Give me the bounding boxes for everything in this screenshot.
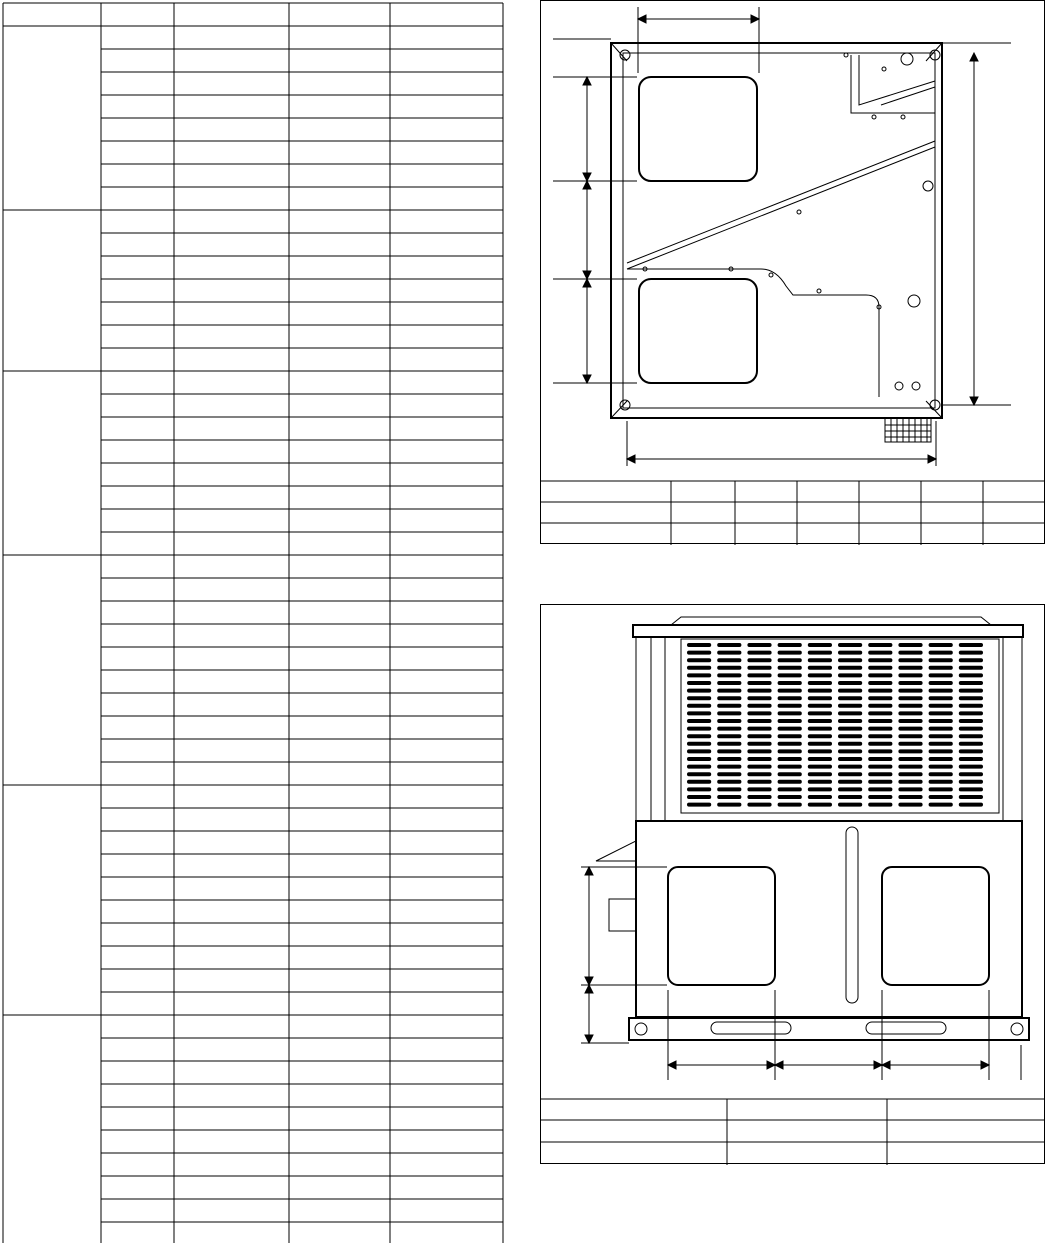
grille-slot (687, 749, 711, 753)
grille-slot (808, 689, 832, 693)
grille-slot (838, 803, 862, 807)
grille-slot (929, 742, 953, 746)
right-opening (882, 867, 989, 985)
left-opening (668, 867, 775, 985)
grille-slot (778, 711, 802, 715)
grille-slot (929, 757, 953, 761)
grille-slot (838, 742, 862, 746)
grille-slot (898, 696, 922, 700)
grille-slot (868, 734, 892, 738)
grille-slot (747, 803, 771, 807)
grille-slot (838, 757, 862, 761)
grille-slot (717, 719, 741, 723)
grille-slot (747, 681, 771, 685)
grille-slot (838, 643, 862, 647)
grille-slot (808, 795, 832, 799)
grille-slot (778, 719, 802, 723)
grille-slot (747, 727, 771, 731)
grille-slot (808, 757, 832, 761)
grille-slot (778, 681, 802, 685)
grille-slot (717, 651, 741, 655)
grille-slot (747, 787, 771, 791)
grille-slot (717, 711, 741, 715)
grille-slot (868, 666, 892, 670)
grille-slot (778, 643, 802, 647)
grille-slot (929, 673, 953, 677)
grille-slot (868, 704, 892, 708)
grille-slot (868, 673, 892, 677)
grille-slot (747, 689, 771, 693)
grille-slot (959, 651, 983, 655)
grille-slot (868, 765, 892, 769)
grille-slot (808, 742, 832, 746)
grille-slot (898, 749, 922, 753)
side-view-panel (540, 604, 1045, 1164)
grille-slot (929, 689, 953, 693)
grille-slot (929, 765, 953, 769)
grille-slot (717, 734, 741, 738)
grille-slot (929, 772, 953, 776)
grille-slot (929, 651, 953, 655)
cabinet-inner-outline (623, 53, 935, 408)
grille-slot (898, 787, 922, 791)
grille-slot (898, 643, 922, 647)
grille-slot (808, 727, 832, 731)
grille-slot (778, 704, 802, 708)
grille-slot (747, 757, 771, 761)
grille-slot (868, 757, 892, 761)
grille-slot (717, 673, 741, 677)
grille-slot (868, 696, 892, 700)
grille-slot (898, 673, 922, 677)
lower-cabinet (636, 821, 1022, 1017)
grille-slot (778, 749, 802, 753)
grille-slot (929, 666, 953, 670)
grille-slot (929, 704, 953, 708)
grille-slot (868, 772, 892, 776)
grille-slot (717, 689, 741, 693)
grille-slot (838, 795, 862, 799)
grille-slot (717, 772, 741, 776)
grille-slot (747, 666, 771, 670)
grille-slot (808, 780, 832, 784)
grille-slot (747, 749, 771, 753)
grille-slot (687, 803, 711, 807)
grille-slot (747, 704, 771, 708)
grille-slot (868, 742, 892, 746)
grille-slot (747, 658, 771, 662)
grille-slot (687, 780, 711, 784)
grille-slot (687, 795, 711, 799)
grille-slot (959, 772, 983, 776)
grille-slot (717, 696, 741, 700)
grille-slot (868, 803, 892, 807)
grille-slot (778, 742, 802, 746)
grille-slot (838, 681, 862, 685)
grille-slot (838, 704, 862, 708)
grille-slot (808, 704, 832, 708)
grille-slot (868, 780, 892, 784)
grille-slot (717, 666, 741, 670)
grille-slot (959, 658, 983, 662)
condenser-grille (681, 639, 999, 813)
grille-slot (929, 727, 953, 731)
grille-slot (687, 658, 711, 662)
grille-slot (898, 795, 922, 799)
grille-slot (868, 681, 892, 685)
grille-slot (929, 803, 953, 807)
grille-slot (838, 711, 862, 715)
grille-slot (959, 795, 983, 799)
grille-slot (778, 673, 802, 677)
grille-slots (687, 643, 983, 807)
grille-slot (808, 749, 832, 753)
grille-slot (898, 803, 922, 807)
grille-slot (838, 689, 862, 693)
grille-slot (778, 689, 802, 693)
grille-slot (838, 651, 862, 655)
grille-slot (717, 795, 741, 799)
grille-slot (868, 719, 892, 723)
grille-slot (778, 734, 802, 738)
grille-slot (687, 719, 711, 723)
grille-slot (808, 658, 832, 662)
top-view-panel (540, 0, 1045, 544)
grille-slot (687, 673, 711, 677)
grille-slot (747, 765, 771, 769)
grille-slot (838, 719, 862, 723)
grille-slot (747, 772, 771, 776)
grille-slot (687, 772, 711, 776)
grille-slot (808, 696, 832, 700)
grille-slot (959, 787, 983, 791)
grille-slot (808, 666, 832, 670)
grille-slot (747, 742, 771, 746)
grille-slot (898, 727, 922, 731)
top-view-dimension-table (541, 481, 1045, 545)
grille-slot (717, 742, 741, 746)
grille-slot (838, 749, 862, 753)
grille-slot (687, 681, 711, 685)
grille-slot (929, 734, 953, 738)
grille-slot (929, 711, 953, 715)
grille-slot (898, 772, 922, 776)
grille-slot (898, 719, 922, 723)
grille-slot (959, 666, 983, 670)
grille-slot (778, 727, 802, 731)
grille-slot (959, 749, 983, 753)
grille-slot (959, 711, 983, 715)
supply-opening (639, 77, 757, 181)
grille-slot (959, 673, 983, 677)
side-view-dimension-table (541, 1099, 1045, 1165)
grille-slot (929, 780, 953, 784)
grille-slot (808, 772, 832, 776)
grille-slot (959, 765, 983, 769)
grille-slot (929, 643, 953, 647)
grille-slot (717, 643, 741, 647)
grille-slot (898, 742, 922, 746)
grille-slot (838, 787, 862, 791)
grille-slot (808, 734, 832, 738)
grille-slot (747, 719, 771, 723)
grille-slot (868, 749, 892, 753)
grille-slot (808, 651, 832, 655)
grille-slot (778, 651, 802, 655)
grille-slot (929, 658, 953, 662)
grille-slot (747, 643, 771, 647)
grille-slot (838, 727, 862, 731)
grille-slot (687, 666, 711, 670)
grille-slot (959, 719, 983, 723)
grille-slot (868, 658, 892, 662)
grille-slot (898, 757, 922, 761)
grille-slot (687, 734, 711, 738)
grille-slot (747, 696, 771, 700)
grille-slot (778, 666, 802, 670)
base-rail (629, 1018, 1029, 1040)
grille-slot (959, 681, 983, 685)
grille-slot (717, 749, 741, 753)
grille-slot (838, 734, 862, 738)
grille-slot (959, 643, 983, 647)
grille-slot (898, 666, 922, 670)
grille-slot (959, 696, 983, 700)
grille-slot (778, 765, 802, 769)
grille-slot (808, 673, 832, 677)
grille-slot (687, 727, 711, 731)
grille-slot (868, 711, 892, 715)
grille-slot (868, 651, 892, 655)
grille-slot (778, 696, 802, 700)
top-view-drawing (541, 1, 1045, 545)
grille-slot (959, 803, 983, 807)
grille-slot (959, 704, 983, 708)
grille-slot (898, 651, 922, 655)
grille-slot (717, 727, 741, 731)
grille-slot (717, 704, 741, 708)
grille-slot (717, 757, 741, 761)
grille-slot (687, 742, 711, 746)
grille-slot (898, 681, 922, 685)
grille-slot (959, 780, 983, 784)
grille-slot (808, 711, 832, 715)
grille-slot (838, 780, 862, 784)
grille-slot (687, 696, 711, 700)
side-view-drawing (541, 605, 1045, 1165)
grille-slot (778, 780, 802, 784)
grille-slot (959, 757, 983, 761)
grille-slot (717, 658, 741, 662)
grille-slot (808, 803, 832, 807)
grille-slot (868, 795, 892, 799)
grille-slot (747, 651, 771, 655)
grille-slot (778, 757, 802, 761)
grille-slot (687, 787, 711, 791)
grille-slot (717, 681, 741, 685)
grille-slot (687, 711, 711, 715)
spec-table (0, 0, 510, 1243)
grille-slot (808, 787, 832, 791)
grille-slot (929, 795, 953, 799)
grille-slot (898, 765, 922, 769)
grille-slot (929, 696, 953, 700)
grille-slot (838, 666, 862, 670)
grille-slot (838, 772, 862, 776)
grille-slot (929, 749, 953, 753)
grille-slot (717, 780, 741, 784)
grille-slot (778, 772, 802, 776)
top-cap (633, 625, 1023, 637)
grille-slot (838, 673, 862, 677)
grille-slot (959, 689, 983, 693)
grille-slot (868, 689, 892, 693)
grille-slot (808, 719, 832, 723)
grille-slot (929, 719, 953, 723)
grille-slot (929, 681, 953, 685)
grille-slot (838, 765, 862, 769)
grille-slot (687, 689, 711, 693)
grille-slot (898, 780, 922, 784)
grille-slot (898, 689, 922, 693)
grille-slot (687, 765, 711, 769)
grille-slot (868, 727, 892, 731)
grille-slot (747, 673, 771, 677)
grille-slot (687, 651, 711, 655)
grille-slot (808, 681, 832, 685)
grille-slot (959, 727, 983, 731)
grille-slot (868, 787, 892, 791)
grille-slot (687, 643, 711, 647)
grille-slot (898, 658, 922, 662)
grille-slot (717, 765, 741, 769)
grille-slot (898, 734, 922, 738)
grille-slot (959, 742, 983, 746)
grille-slot (778, 658, 802, 662)
grille-slot (959, 734, 983, 738)
cabinet-outline (611, 43, 942, 418)
grille-slot (838, 658, 862, 662)
grille-slot (808, 765, 832, 769)
grille-slot (687, 704, 711, 708)
grille-slot (747, 734, 771, 738)
grille-slot (929, 787, 953, 791)
grille-slot (778, 803, 802, 807)
grille-slot (778, 787, 802, 791)
grille-slot (687, 757, 711, 761)
grille-slot (717, 803, 741, 807)
return-opening (639, 279, 757, 383)
grille-slot (747, 780, 771, 784)
grille-slot (898, 704, 922, 708)
grille-slot (747, 795, 771, 799)
grille-slot (747, 711, 771, 715)
grille-slot (808, 643, 832, 647)
grille-slot (717, 787, 741, 791)
grille-slot (778, 795, 802, 799)
grille-slot (838, 696, 862, 700)
grille-slot (898, 711, 922, 715)
grille-slot (868, 643, 892, 647)
